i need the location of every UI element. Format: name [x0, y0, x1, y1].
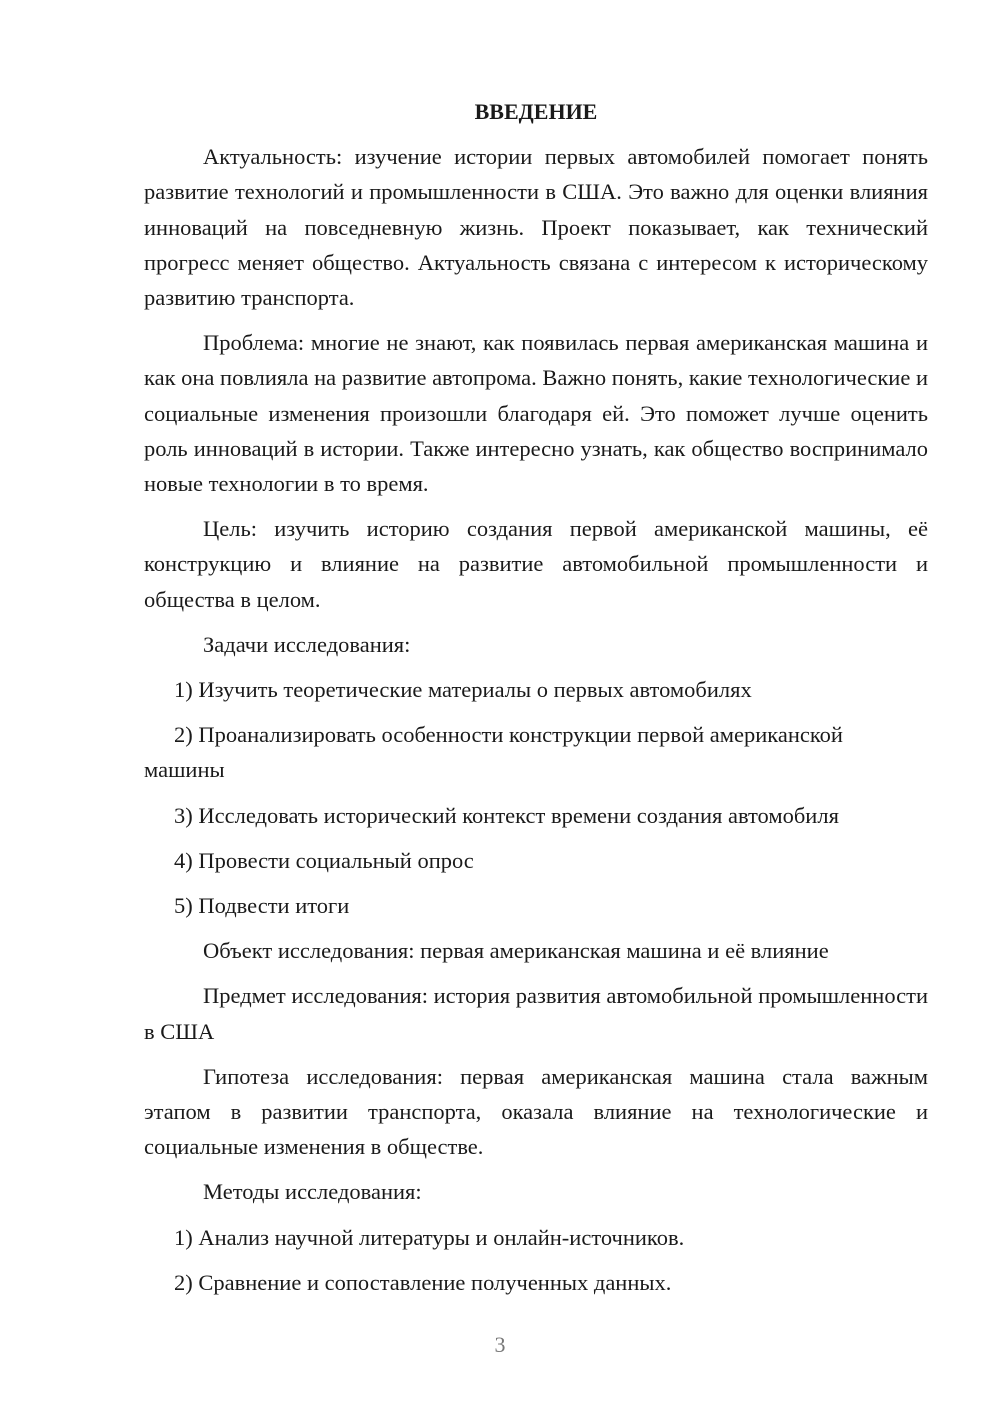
document-page [144, 94, 928, 1310]
method-item-2: 2) Сравнение и сопоставление полученных данных. [174, 1269, 672, 1295]
object-paragraph: Объект исследования: первая американская машина и её влияние [203, 938, 829, 964]
methods-heading: Методы исследования: [203, 1179, 422, 1205]
page-number: 3 [494, 1332, 506, 1357]
task-item-3: 3) Исследовать исторический контекст времени создания автомобиля [174, 802, 839, 828]
method-item-1: 1) Анализ научной литературы и онлайн-источников. [174, 1224, 685, 1250]
hypothesis-paragraph: Гипотеза исследования: первая американская машина стала важным этапом в развитии транспорта, оказала влияние на технологические и социальные изменения в обществе. [144, 1063, 928, 1160]
task-item-5: 5) Подвести итоги [174, 893, 350, 919]
task-item-2: 2) Проанализировать особенности конструкции первой американской машины [144, 722, 843, 783]
problem-paragraph: Проблема: многие не знают, как появилась первая американская машина и как она повлияла на развитие автопрома. Важно понять, какие технологические и социальные изменения произошли благодаря ей. Это поможет лучше оценить роль инноваций в истории. Также интересно узнать, как общество воспринимало новые технологии в то время. [144, 330, 928, 497]
task-item-1: 1) Изучить теоретические материалы о первых автомобилях [174, 677, 752, 703]
tasks-heading: Задачи исследования: [203, 631, 411, 657]
task-item-4: 4) Провести социальный опрос [174, 847, 474, 873]
goal-paragraph: Цель: изучить историю создания первой американской машины, её конструкцию и влияние на развитие автомобильной промышленности и общества в целом. [144, 516, 928, 612]
relevance-paragraph: Актуальность: изучение истории первых автомобилей помогает понять развитие технологий и промышленности в США. Это важно для оценки влияния инноваций на повседневную жизнь. Проект показывает, как технический прогресс меняет общество. Актуальность связана с интересом к историческому развитию транспорта. [144, 144, 928, 311]
subject-paragraph: Предмет исследования: история развития автомобильной промышленности в США [144, 983, 928, 1044]
document-title: ВВЕДЕНИЕ [474, 99, 598, 124]
